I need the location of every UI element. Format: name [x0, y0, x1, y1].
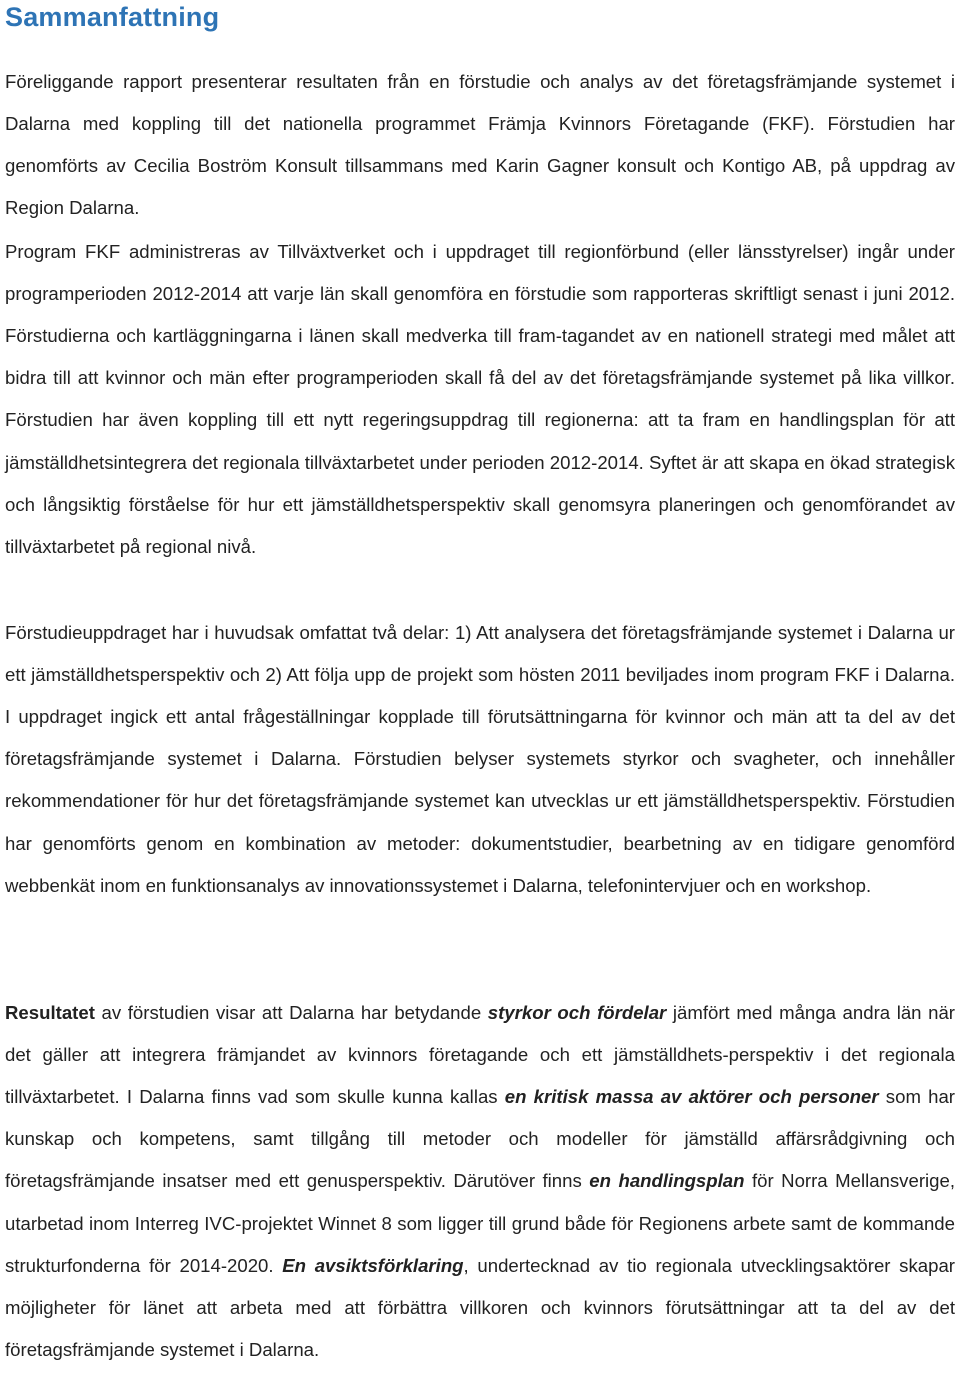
- results-text-1: av förstudien visar att Dalarna har betydande: [94, 1001, 488, 1023]
- paragraph-assignment: Förstudieuppdraget har i huvudsak omfattat två delar: 1) Att analysera det företagsfrämjande systemet i Dalarna ur ett jämställdhetsperspektiv och 2) Att följa upp de projekt som hösten 2011 beviljades inom program FKF i Dalarna. I uppdraget ingick ett antal frågeställningar kopplade till förutsättningarna för kvinnor och män att ta del av det företagsfrämjande systemet i Dalarna. Förstudien belyser systemets styrkor och svagheter, och innehåller rekommendationer för hur det företagsfrämjande systemet kan utvecklas ur ett jämställdhetsperspektiv. Förstudien har genomförts genom en kombination av metoder: dokumentstudier, bearbetning av en tidigare genomförd webbenkät inom en funktionsanalys av innovationssystemet i Dalarna, telefonintervjuer och en workshop.: [5, 621, 955, 896]
- results-label: Resultatet: [5, 1001, 95, 1023]
- results-text-3: som har kunskap och kompetens, samt tillgång till metoder och modeller för jämställd affärsrådgivning och företagsfrämjande insatser med ett genusperspektiv. Därutöver finns: [5, 1086, 955, 1192]
- page-title: Sammanfattning: [5, 2, 220, 32]
- critical-mass-phrase: en kritisk massa av aktörer och personer: [504, 1086, 879, 1107]
- results-text-2: jämfört med många andra län när det gäller att integrera främjandet av kvinnors företagande och ett jämställdhets-perspektiv i det regionala tillväxtarbetet. I Dalarna finns vad som skulle kunna kallas: [5, 1001, 955, 1107]
- results-text-5: , undertecknad av tio regionala utvecklingsaktörer skapar möjligheter för länet att arbeta med att förbättra villkoren och kvinnors förutsättningar att ta del av det företagsfrämjande systemet i Dalarna.: [5, 1254, 955, 1361]
- paragraph-results: [5, 992, 955, 1372]
- action-plan-phrase: en handlingsplan: [589, 1170, 745, 1192]
- strengths-phrase: styrkor och fördelar: [487, 1001, 667, 1023]
- declaration-phrase: En avsiktsförklaring: [282, 1254, 464, 1276]
- results-text-4: för Norra Mellansverige, utarbetad inom Interreg IVC-projektet Winnet 8 som ligger till grund både för Regionens arbete samt de kommande strukturfonderna för 2014-2020.: [5, 1170, 955, 1276]
- paragraph-program-fkf: Program FKF administreras av Tillväxtverket och i uppdraget till regionförbund (eller länsstyrelser) ingår under programperioden 2012-2014 att varje län skall genomföra en förstudie som rapporteras skriftligt senast i juni 2012. Förstudierna och kartläggningarna i länen skall medverka till fram-tagandet av en nationell strategi med målet att bidra till att kvinnor och män efter programperioden skall få del av det företagsfrämjande systemet på lika villkor. Förstudien har även koppling till ett nytt regeringsuppdrag till regionerna: att ta fram en handlingsplan för att jämställdhetsintegrera det regionala tillväxtarbetet under perioden 2012-2014. Syftet är att skapa en ökad strategisk och långsiktig förståelse för hur ett jämställdhetsperspektiv skall genomsyra planeringen och genomförandet av tillväxtarbetet på regional nivå.: [5, 240, 955, 558]
- paragraph-intro: Föreliggande rapport presenterar resultaten från en förstudie och analys av det företagsfrämjande systemet i Dalarna med koppling till det nationella programmet Främja Kvinnors Företagande (FKF). Förstudien har genomförts av Cecilia Boström Konsult tillsammans med Karin Gagner konsult och Kontigo AB, på uppdrag av Region Dalarna.: [5, 70, 955, 219]
